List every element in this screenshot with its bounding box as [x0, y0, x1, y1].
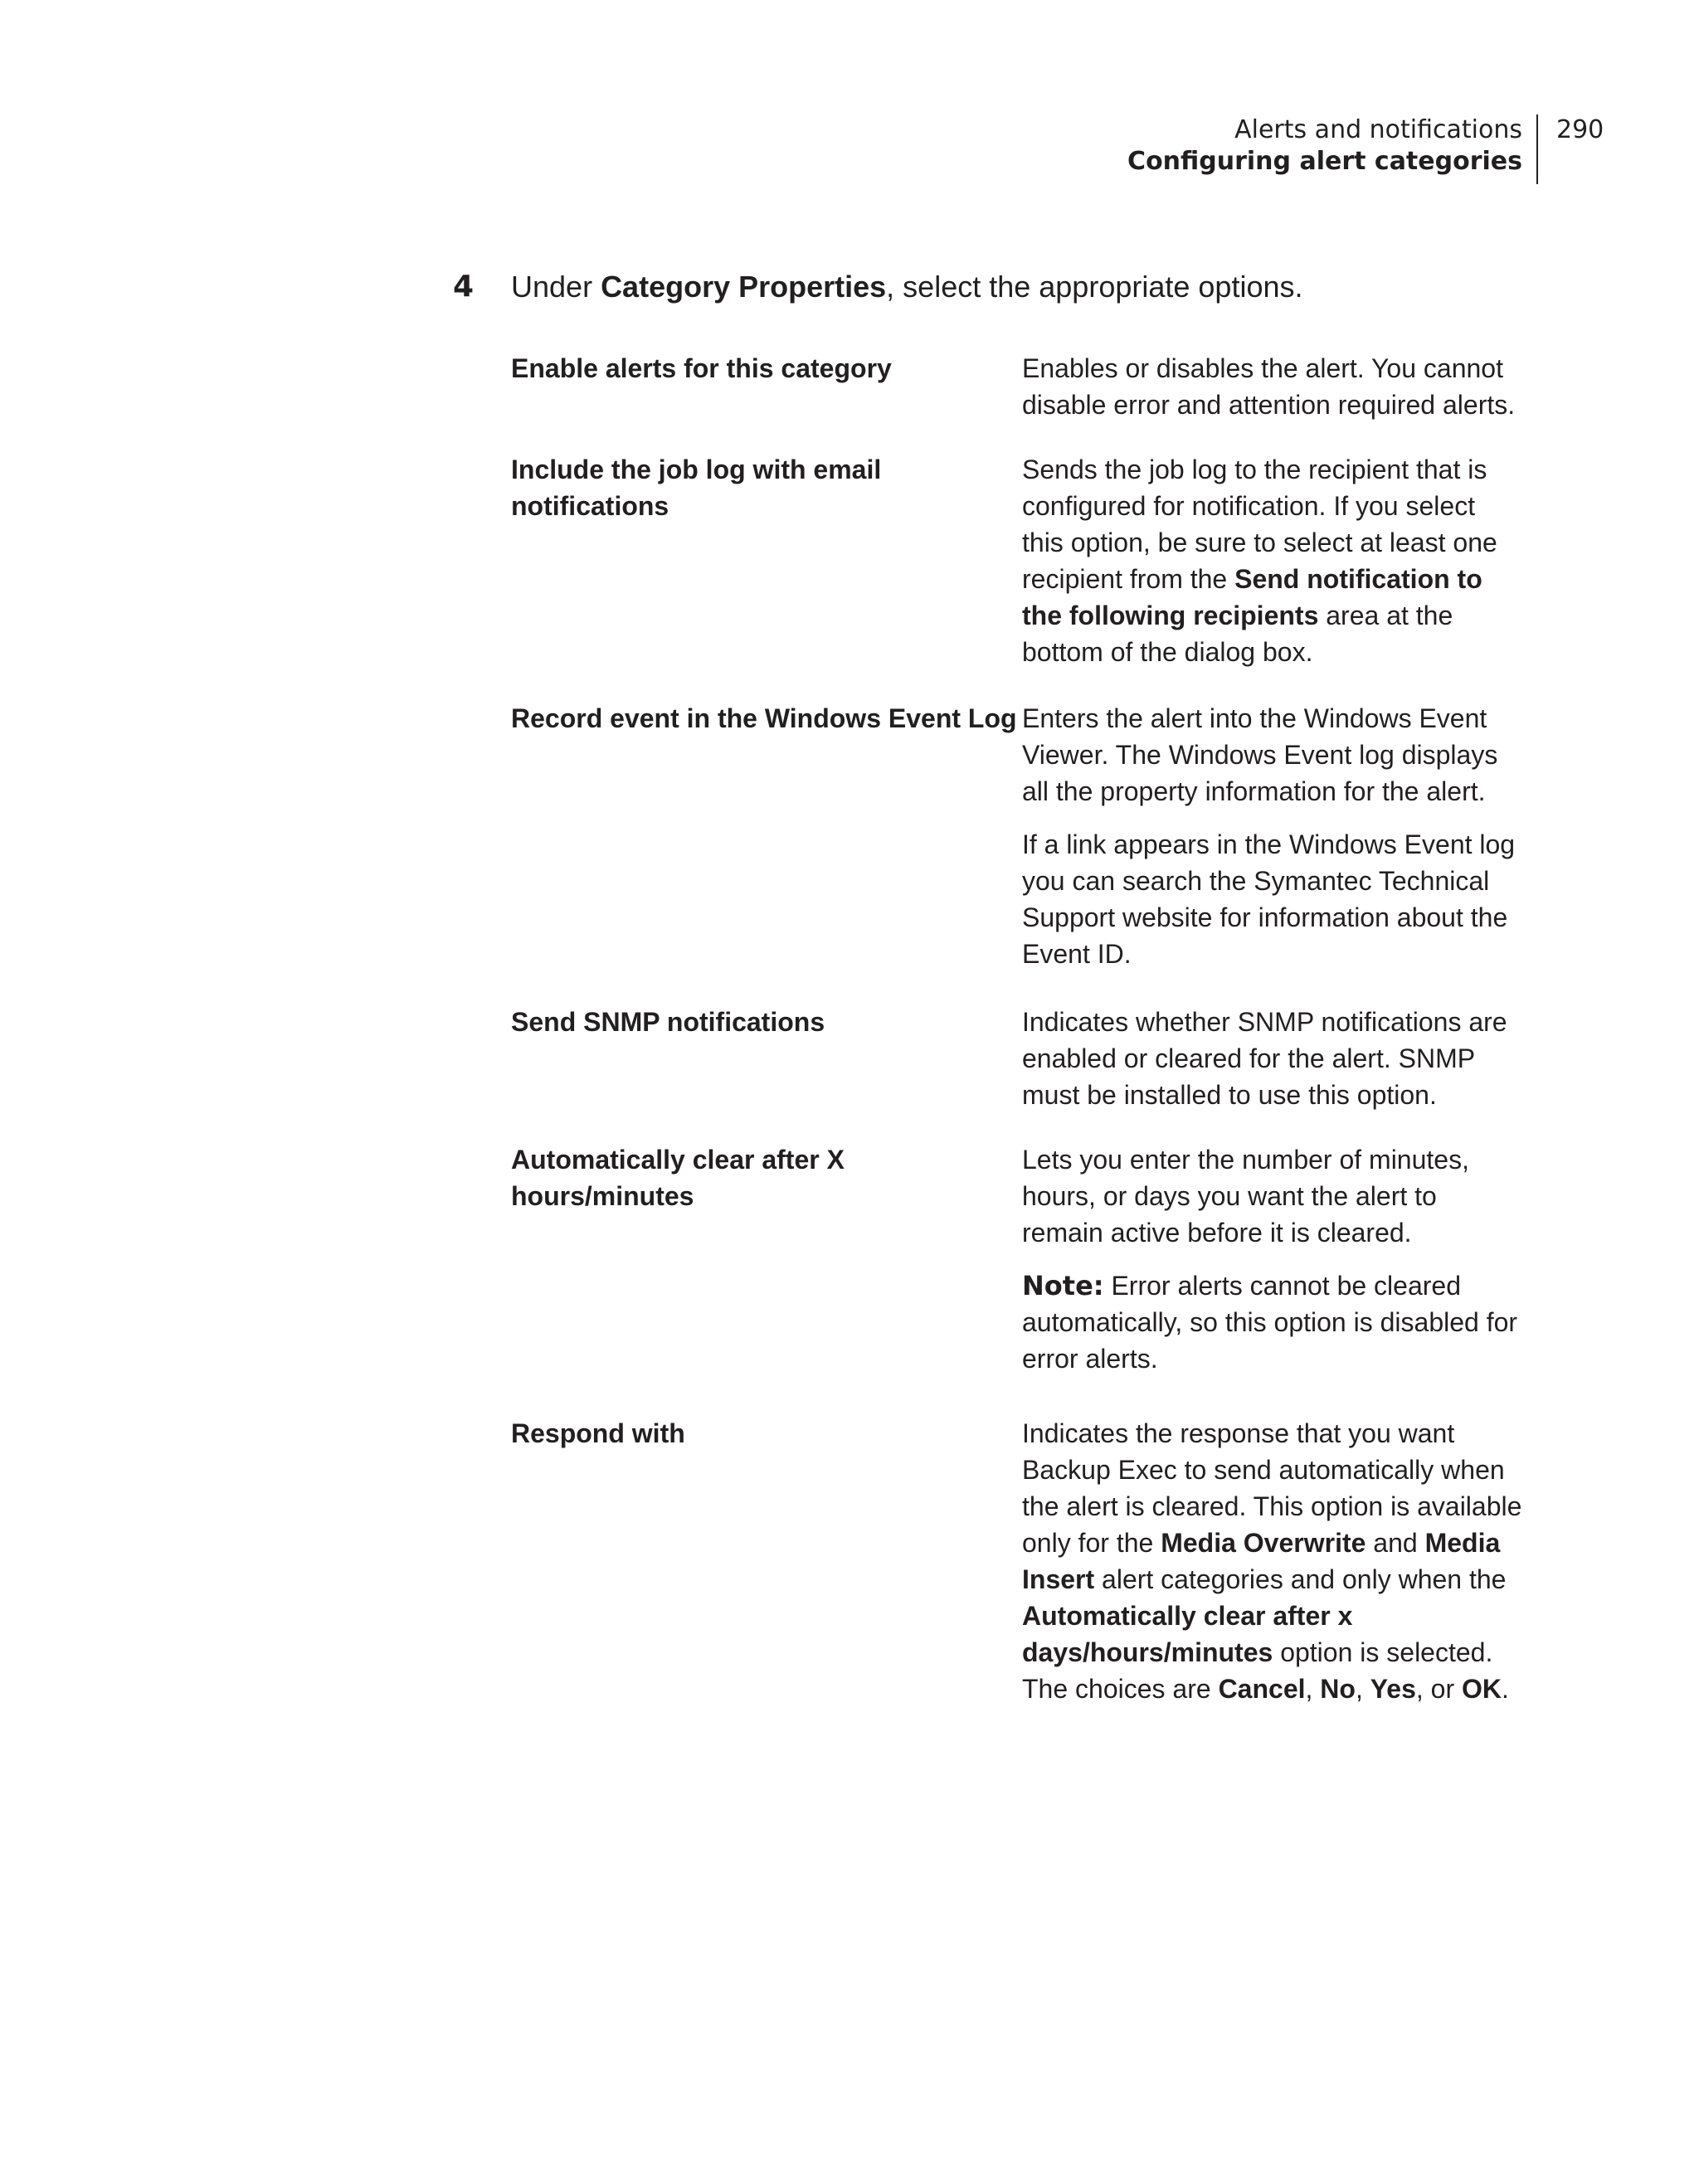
option-note	[1022, 1267, 1523, 1377]
option-description-text: Enters the alert into the Windows Event Viewer. The Windows Event log displays all the property information for the alert.	[1022, 703, 1498, 806]
option-term: Respond with	[511, 1418, 685, 1448]
option-description	[1022, 350, 1523, 451]
running-header	[1127, 114, 1538, 184]
step-text-prefix: Under	[511, 270, 601, 304]
option-description	[1022, 1415, 1523, 1707]
desc-ui-label: Media Overwrite	[1161, 1528, 1366, 1558]
desc-text-part: ,	[1355, 1674, 1370, 1704]
option-row	[511, 1004, 1523, 1141]
option-description-text	[1022, 451, 1523, 670]
desc-ui-label: Automatically clear after x days/hours/minutes	[1022, 1601, 1353, 1667]
option-row	[511, 700, 1523, 1004]
option-description	[1022, 1004, 1523, 1141]
option-row	[511, 451, 1523, 700]
desc-ui-label: Yes	[1370, 1674, 1416, 1704]
option-description	[1022, 700, 1523, 1004]
header-divider	[1536, 114, 1538, 184]
page-number: 290	[1556, 115, 1604, 144]
desc-text-part: Sends the job log to the recipient that is configured for notification. If you select this option, be sure to select at least one recipient from the	[1022, 455, 1497, 594]
option-description-text: If a link appears in the Windows Event log you can search the Symantec Technical Support website for information about the Event ID.	[1022, 829, 1516, 969]
options-table	[511, 350, 1523, 1707]
desc-ui-label: No	[1320, 1674, 1356, 1704]
step-text-suffix: , select the appropriate options.	[886, 270, 1303, 304]
step-number: 4	[453, 270, 475, 304]
desc-ui-label: Cancel	[1218, 1674, 1306, 1704]
desc-text-part: option is selected. The choices are	[1022, 1637, 1493, 1704]
step-instruction	[511, 267, 1302, 307]
desc-text-part: and	[1366, 1528, 1425, 1558]
header-section-title: Alerts and notifications	[1234, 115, 1522, 144]
desc-text-part: Indicates the response that you want Backup Exec to send automatically when the alert is cleared. This option is available only for the	[1022, 1418, 1522, 1558]
option-description	[1022, 451, 1523, 700]
option-row	[511, 350, 1523, 451]
option-term: Send SNMP notifications	[511, 1007, 825, 1037]
note-text: Error alerts cannot be cleared automatically, so this option is disabled for error alerts.	[1022, 1271, 1518, 1374]
option-term: Automatically clear after X hours/minutes	[511, 1145, 845, 1211]
note-label: Note:	[1022, 1270, 1104, 1301]
header-text	[1127, 114, 1536, 184]
desc-text-part: , or	[1415, 1674, 1463, 1704]
desc-text-part: area at the bottom of the dialog box.	[1022, 601, 1453, 667]
desc-text-part: .	[1502, 1674, 1509, 1704]
option-description-text: Enables or disables the alert. You cannot disable error and attention required alerts.	[1022, 353, 1516, 420]
option-row	[511, 1415, 1523, 1707]
option-term: Enable alerts for this category	[511, 353, 892, 383]
desc-text-part: ,	[1305, 1674, 1321, 1704]
option-term: Include the job log with email notifications	[511, 455, 882, 521]
header-topic-title: Configuring alert categories	[1127, 147, 1522, 176]
option-row	[511, 1141, 1523, 1415]
desc-ui-label: Media Insert	[1022, 1528, 1501, 1594]
option-term: Record event in the Windows Event Log	[511, 703, 1017, 733]
desc-ui-label: OK	[1462, 1674, 1502, 1704]
desc-text-part: alert categories and only when the	[1094, 1564, 1507, 1594]
option-description-text	[1022, 1415, 1523, 1707]
step-text-ui-label: Category Properties	[601, 270, 887, 304]
option-description	[1022, 1141, 1523, 1415]
desc-ui-label: Send notification to the following recipients	[1022, 564, 1482, 630]
option-description-text: Indicates whether SNMP notifications are enabled or cleared for the alert. SNMP must be installed to use this option.	[1022, 1007, 1507, 1110]
option-description-text: Lets you enter the number of minutes, hours, or days you want the alert to remain active before it is cleared.	[1022, 1145, 1469, 1248]
